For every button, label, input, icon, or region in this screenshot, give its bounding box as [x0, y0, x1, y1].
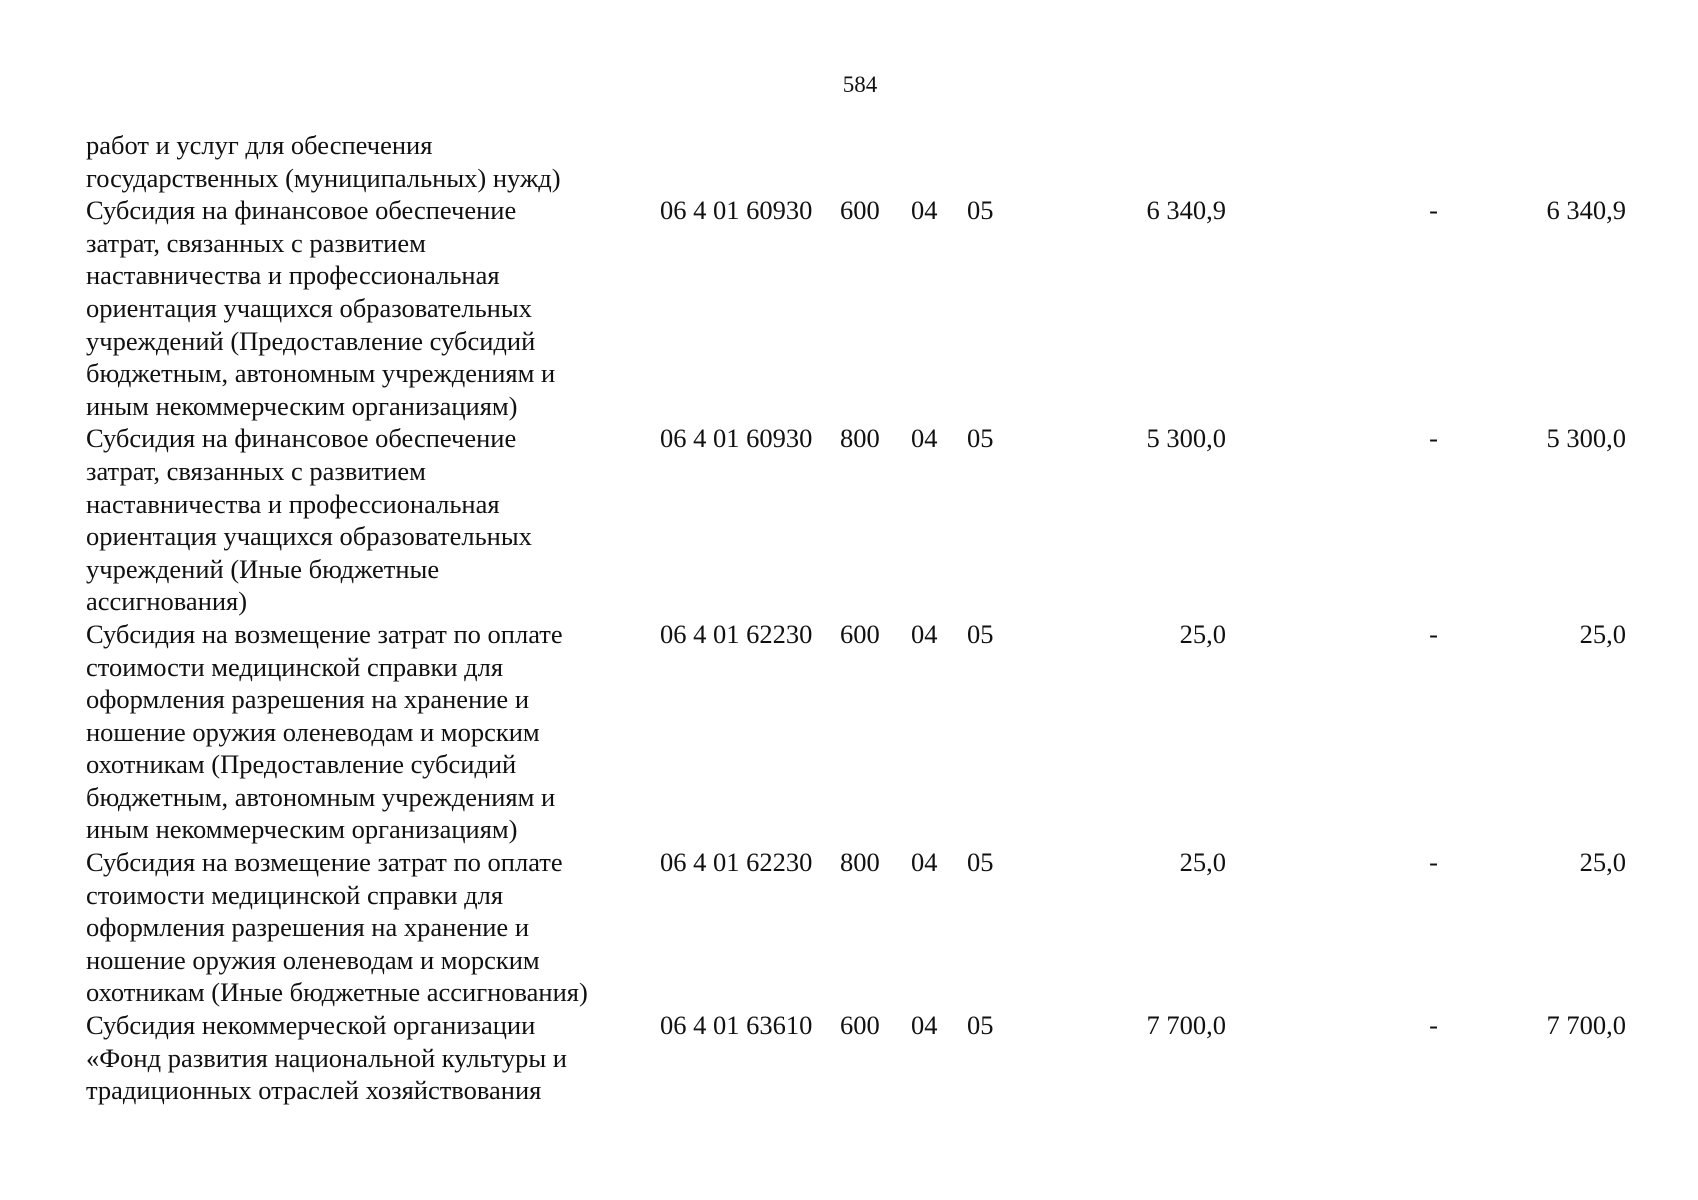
amount-2 [1226, 129, 1438, 194]
row-description [86, 846, 660, 1009]
section-code: 04 [911, 847, 938, 878]
amount-2: - [1429, 847, 1438, 878]
description-line: наставничества и профессиональная [86, 488, 500, 519]
description-line: учреждений (Иные бюджетные [86, 553, 440, 584]
amount-3: 7 700,0 [1546, 1010, 1626, 1041]
target-article-code: 06 4 01 60930 [660, 195, 813, 226]
amount-1: 6 340,9 [1146, 195, 1226, 226]
table-row [86, 846, 1626, 1009]
page-number: 584 [842, 72, 878, 97]
subsection-code: 05 [967, 847, 994, 878]
description-line: работ и услуг для обеспечения [86, 130, 433, 160]
section-code: 04 [911, 195, 938, 226]
amount-1: 5 300,0 [1146, 423, 1226, 454]
table-row [86, 422, 1626, 618]
amount-1 [1027, 129, 1226, 194]
subsection-code: 05 [967, 1010, 994, 1041]
description-line: государственных (муниципальных) нужд) [86, 162, 561, 193]
amount-1: 25,0 [1179, 847, 1226, 878]
subsection-code: 05 [967, 423, 994, 454]
amount-3: 6 340,9 [1546, 195, 1626, 226]
description-line: стоимости медицинской справки для [86, 651, 504, 682]
description-line: оформления разрешения на хранение и [86, 684, 529, 715]
amount-1: 25,0 [1179, 618, 1226, 649]
table-row [86, 618, 1626, 846]
expense-type-code: 600 [840, 618, 880, 649]
description-line: Субсидия некоммерческой организации [86, 1010, 536, 1041]
description-line: бюджетным, автономным учреждениям и [86, 781, 556, 812]
description-line: иным некоммерческим организациям) [86, 814, 518, 845]
description-line: затрат, связанных с развитием [86, 455, 426, 486]
target-article-code [660, 129, 840, 194]
table-body [86, 129, 1626, 1107]
description-line: Субсидия на возмещение затрат по оплате [86, 847, 563, 878]
amount-2: - [1429, 618, 1438, 649]
description-line: ориентация учащихся образовательных [86, 292, 532, 323]
section-code: 04 [911, 1010, 938, 1041]
row-description [86, 194, 660, 422]
description-line: ориентация учащихся образовательных [86, 521, 532, 552]
description-line: иным некоммерческим организациям) [86, 390, 518, 421]
amount-3 [1438, 129, 1626, 194]
amount-2: - [1429, 423, 1438, 454]
target-article-code: 06 4 01 62230 [660, 847, 813, 878]
table-row [86, 1009, 1626, 1107]
description-line: Субсидия на финансовое обеспечение [86, 195, 517, 226]
expense-type-code: 800 [840, 423, 880, 454]
amount-2: - [1429, 1010, 1438, 1041]
expense-type-code: 600 [840, 195, 880, 226]
description-line: ношение оружия оленеводам и морским [86, 944, 540, 975]
description-line: учреждений (Предоставление субсидий [86, 325, 536, 356]
section-code: 04 [911, 618, 938, 649]
row-description [86, 618, 660, 846]
section-code: 04 [911, 423, 938, 454]
description-line: охотникам (Иные бюджетные ассигнования) [86, 977, 588, 1008]
budget-table [86, 129, 1626, 1107]
description-line: ношение оружия оленеводам и морским [86, 716, 540, 747]
section-code [911, 129, 967, 194]
target-article-code: 06 4 01 60930 [660, 423, 813, 454]
amount-2: - [1429, 195, 1438, 226]
description-line: традиционных отраслей хозяйствования [86, 1075, 542, 1106]
description-line: «Фонд развития национальной культуры и [86, 1042, 567, 1073]
amount-3: 5 300,0 [1546, 423, 1626, 454]
description-line: Субсидия на возмещение затрат по оплате [86, 618, 563, 649]
description-line: стоимости медицинской справки для [86, 879, 504, 910]
amount-3: 25,0 [1579, 618, 1626, 649]
description-line: оформления разрешения на хранение и [86, 912, 529, 943]
row-description [86, 129, 660, 194]
table-row [86, 129, 1626, 194]
row-description [86, 422, 660, 618]
expense-type-code [840, 129, 911, 194]
amount-1: 7 700,0 [1146, 1010, 1226, 1041]
table-row [86, 194, 1626, 422]
description-line: бюджетным, автономным учреждениям и [86, 358, 556, 389]
description-line: ассигнования) [86, 586, 248, 617]
row-description [86, 1009, 660, 1107]
subsection-code: 05 [967, 618, 994, 649]
description-line: Субсидия на финансовое обеспечение [86, 423, 517, 454]
amount-3: 25,0 [1579, 847, 1626, 878]
target-article-code: 06 4 01 62230 [660, 618, 813, 649]
description-line: наставничества и профессиональная [86, 260, 500, 291]
subsection-code [967, 129, 1027, 194]
expense-type-code: 800 [840, 847, 880, 878]
expense-type-code: 600 [840, 1010, 880, 1041]
description-line: затрат, связанных с развитием [86, 227, 426, 258]
description-line: охотникам (Предоставление субсидий [86, 749, 517, 780]
target-article-code: 06 4 01 63610 [660, 1010, 813, 1041]
subsection-code: 05 [967, 195, 994, 226]
